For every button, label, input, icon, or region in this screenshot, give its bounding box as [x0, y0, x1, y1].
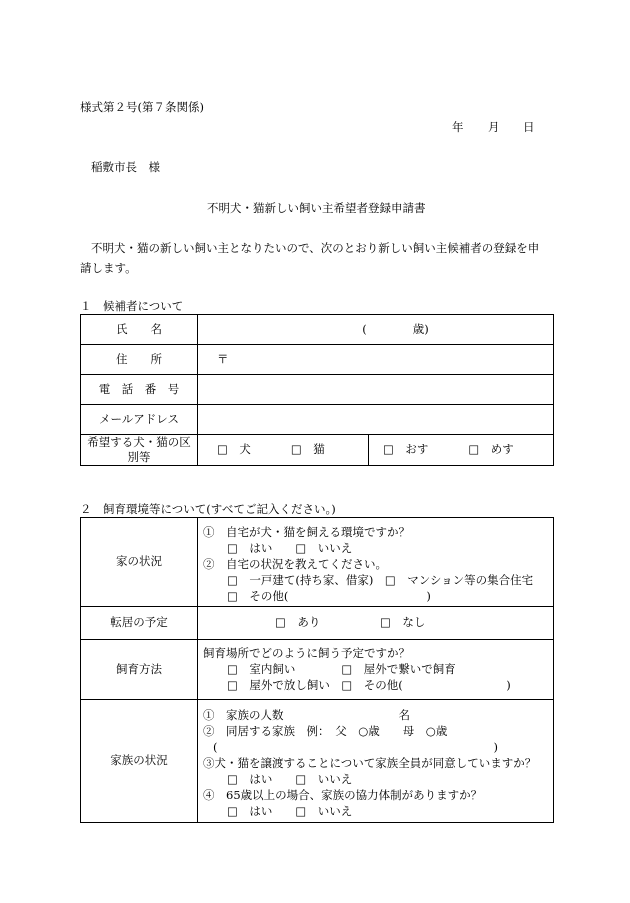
method-cell: [198, 640, 554, 700]
address-field[interactable]: [198, 345, 554, 375]
section2-heading: ２ 飼育環境等について(すべてご記入ください。): [80, 502, 336, 516]
family-label: 家族の状況: [81, 700, 198, 823]
family-q2: ② 同居する家族 例： 父 ○歳 母 ○歳: [203, 724, 448, 738]
method-options1[interactable]: □ 室内飼い □ 屋外で繋いで飼育: [227, 662, 456, 676]
form-number: 様式第２号(第７条関係): [80, 100, 204, 114]
section1-heading: １ 候補者について: [80, 299, 184, 313]
name-label: 氏 名: [81, 315, 198, 345]
phone-label: 電 話 番 号: [81, 375, 198, 405]
name-age: ( 歳): [362, 321, 429, 336]
family-q1: ① 家族の人数 名: [203, 708, 410, 722]
family-q4: ④ 65歳以上の場合、家族の協力体制がありますか？: [203, 788, 483, 802]
email-label: メールアドレス: [81, 405, 198, 435]
male-checkbox[interactable]: □ おす: [383, 442, 429, 457]
method-label: 飼育方法: [81, 640, 198, 700]
home-q2-options2[interactable]: □ その他( ): [227, 589, 431, 603]
family-q3: ③犬・猫を譲渡することについて家族全員が同意していますか？: [203, 756, 537, 770]
intro-text-line1: 不明犬・猫の新しい飼い主となりたいので、次のとおり新しい飼い主候補者の登録を申: [91, 241, 540, 255]
method-options2[interactable]: □ 屋外で放し飼い □ その他( ): [227, 678, 511, 692]
home-q1-options[interactable]: □ はい □ いいえ: [227, 541, 353, 555]
home-q2-options1[interactable]: □ 一戸建て(持ち家、借家) □ マンション等の集合住宅: [227, 573, 534, 587]
name-field[interactable]: [198, 315, 554, 345]
home-q2: ② 自宅の状況を教えてください。: [203, 557, 387, 571]
family-q3-options[interactable]: □ はい □ いいえ: [227, 772, 353, 786]
method-question: 飼育場所でどのように飼う予定ですか？: [203, 646, 410, 660]
dog-checkbox[interactable]: □ 犬: [217, 442, 251, 457]
home-q1: ① 自宅が犬・猫を飼える環境ですか？: [203, 525, 410, 539]
home-cell: [198, 518, 554, 607]
move-label: 転居の予定: [81, 607, 198, 640]
phone-field[interactable]: [198, 375, 554, 405]
home-label: 家の状況: [81, 518, 198, 607]
cat-checkbox[interactable]: □ 猫: [290, 442, 325, 457]
address-label: 住 所: [81, 345, 198, 375]
family-q4-options[interactable]: □ はい □ いいえ: [227, 804, 353, 818]
move-cell: [198, 607, 554, 640]
date-year: 年: [452, 120, 464, 134]
move-no-checkbox[interactable]: □ なし: [380, 615, 426, 629]
desired-label-line2: 別等: [127, 449, 151, 464]
species-options: [198, 435, 369, 466]
email-field[interactable]: [198, 405, 554, 435]
female-checkbox[interactable]: □ めす: [468, 442, 514, 457]
postal-mark: 〒: [217, 351, 229, 366]
environment-table: [80, 517, 554, 823]
date-month: 月: [488, 120, 500, 134]
move-yes-checkbox[interactable]: □ あり: [275, 615, 321, 629]
family-cell: [198, 700, 554, 823]
candidate-table: [80, 314, 554, 466]
family-q2-blank[interactable]: ( ): [213, 740, 498, 754]
date-day: 日: [523, 120, 535, 134]
intro-text-line2: 請します。: [80, 261, 137, 275]
addressee: 稲敷市長 様: [91, 160, 160, 174]
desired-label-line1: 希望する犬・猫の区: [87, 435, 191, 449]
desired-label: [81, 435, 198, 466]
sex-options: [369, 435, 554, 466]
document-title: 不明犬・猫新しい飼い主希望者登録申請書: [207, 201, 426, 215]
